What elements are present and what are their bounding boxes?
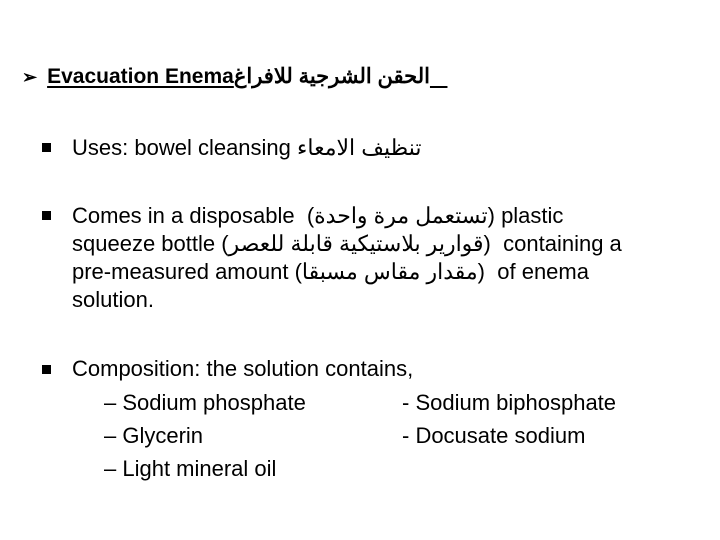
comes-text: containing a [503,231,622,256]
arrow-check-icon: ➢ [22,67,38,87]
square-bullet-icon [42,211,51,220]
composition-heading-text: Composition: the solution contains, [72,356,414,381]
comes-text: solution. [72,287,154,312]
uses-text: Uses: bowel cleansing [72,135,291,160]
comes-text: squeeze bottle [72,231,216,256]
composition-item: - Docusate sodium [402,423,586,448]
comes-text: pre-measured amount [72,259,289,284]
comes-text: plastic [501,203,564,228]
comes-text: of enema [497,259,589,284]
comes-arabic: (تستعمل مرة واحدة) [306,203,495,228]
comes-arabic: (مقدار مقاس مسبقا) [294,259,486,284]
composition-item: – Sodium phosphate [104,390,306,415]
composition-item: – Light mineral oil [104,456,277,481]
composition-heading [72,356,413,382]
title-arabic: الحقن الشرجية للافراغ [233,65,430,88]
slide-title [22,64,447,90]
comes-text: Comes in a disposable [72,203,295,228]
uses-arabic: تنظيف الامعاء [297,135,422,160]
composition-item: – Glycerin [104,423,204,448]
comes-arabic: (قوارير بلاستيكية قابلة للعصر) [221,231,491,256]
title-english: Evacuation Enema [47,65,234,88]
uses-line [72,135,421,161]
composition-item: - Sodium biphosphate [402,390,617,415]
comes-line-3 [72,259,589,285]
comes-line-4 [72,287,154,313]
square-bullet-icon [42,365,51,374]
comes-line-2 [72,231,622,257]
square-bullet-icon [42,143,51,152]
comes-line-1 [72,203,563,229]
title-underlined [47,65,447,88]
